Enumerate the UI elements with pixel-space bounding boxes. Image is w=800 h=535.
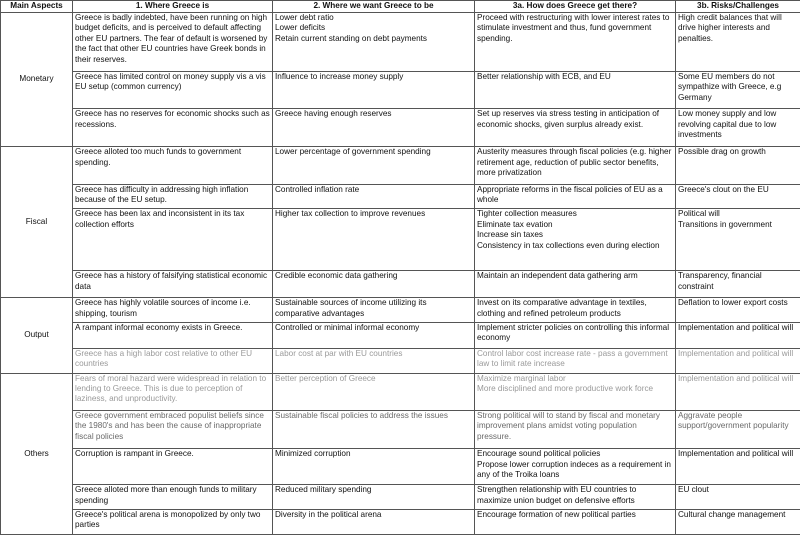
- table-cell: Low money supply and low revolving capital due to low investments: [676, 109, 800, 147]
- table-cell: Minimized corruption: [273, 449, 475, 485]
- table-row: [1, 323, 800, 349]
- table-row: [1, 109, 800, 147]
- table-cell: Implementation and political will: [676, 348, 800, 373]
- table-cell: Controlled inflation rate: [273, 184, 475, 209]
- table-cell: Austerity measures through fiscal policies (e.g. higher retirement age, reduction of public sector benefits, more privatization: [475, 147, 676, 184]
- table-row: [1, 271, 800, 298]
- table-cell: Set up reserves via stress testing in anticipation of economic shocks, given surplus already exist.: [475, 109, 676, 147]
- table-cell: High credit balances that will drive higher interests and penalties.: [676, 13, 800, 72]
- header-where-we-want-greece: 2. Where we want Greece to be: [273, 1, 475, 13]
- table-cell: Maintain an independent data gathering arm: [475, 271, 676, 298]
- aspect-fiscal: Fiscal: [1, 147, 73, 298]
- table-row: [1, 373, 800, 410]
- header-how-get-there: 3a. How does Greece get there?: [475, 1, 676, 13]
- table-cell: Maximize marginal labor More disciplined and more productive work force: [475, 373, 676, 410]
- table-row: [1, 410, 800, 448]
- table-cell: Greece government embraced populist beliefs since the 1980's and has been the cause of inappropriate fiscal policies: [73, 410, 273, 448]
- table-row: [1, 348, 800, 373]
- table-cell: Cultural change management: [676, 510, 800, 535]
- table-cell: Better relationship with ECB, and EU: [475, 71, 676, 108]
- table-cell: Diversity in the political arena: [273, 510, 475, 535]
- table-cell: Strengthen relationship with EU countries to maximize union budget on defensive efforts: [475, 485, 676, 510]
- table-cell: Lower percentage of government spending: [273, 147, 475, 184]
- aspect-output: Output: [1, 298, 73, 373]
- table-cell: Tighter collection measures Eliminate tax evation Increase sin taxes Consistency in tax collections even during election: [475, 209, 676, 271]
- table-cell: A rampant informal economy exists in Greece.: [73, 323, 273, 349]
- table-cell: Sustainable fiscal policies to address the issues: [273, 410, 475, 448]
- table-cell: Transparency, financial constraint: [676, 271, 800, 298]
- table-cell: Greece alloted more than enough funds to military spending: [73, 485, 273, 510]
- table-cell: Fears of moral hazard were widespread in relation to lending to Greece. This is due to perception of laziness, and unproductivity.: [73, 373, 273, 410]
- table-row: [1, 449, 800, 485]
- table-cell: Implement stricter policies on controlling this informal economy: [475, 323, 676, 349]
- table-cell: Greece's clout on the EU: [676, 184, 800, 209]
- table-cell: Greece has difficulty in addressing high inflation because of the EU setup.: [73, 184, 273, 209]
- table-cell: Sustainable sources of income utilizing its comparative advantages: [273, 298, 475, 323]
- table-cell: Greece is badly indebted, have been running on high budget deficits, and is perceived to default affecting other EU partners. The fear of default is worsened by the fact that other EU countries have Greek bonds in their reserves.: [73, 13, 273, 72]
- table-row: [1, 13, 800, 72]
- table-cell: Implementation and political will: [676, 449, 800, 485]
- table-row: [1, 71, 800, 108]
- table-cell: Proceed with restructuring with lower interest rates to stimulate investment and thus, fund government spending.: [475, 13, 676, 72]
- table-cell: Greece has limited control on money supply vis a vis EU setup (common currency): [73, 71, 273, 108]
- table-cell: Strong political will to stand by fiscal and monetary improvement plans amidst voting population pressure.: [475, 410, 676, 448]
- table-cell: Deflation to lower export costs: [676, 298, 800, 323]
- table-cell: Influence to increase money supply: [273, 71, 475, 108]
- table-cell: Reduced military spending: [273, 485, 475, 510]
- table-cell: Greece having enough reserves: [273, 109, 475, 147]
- table-cell: Implementation and political will: [676, 323, 800, 349]
- aspect-monetary: Monetary: [1, 13, 73, 147]
- table-cell: Aggravate people support/government popularity: [676, 410, 800, 448]
- header-row: [1, 1, 800, 13]
- header-main-aspects: Main Aspects: [1, 1, 73, 13]
- table-row: [1, 184, 800, 209]
- table-cell: Controlled or minimal informal economy: [273, 323, 475, 349]
- table-cell: Control labor cost increase rate - pass a government law to limit rate increase: [475, 348, 676, 373]
- table-cell: Greece has a history of falsifying statistical economic data: [73, 271, 273, 298]
- table-cell: Labor cost at par with EU countries: [273, 348, 475, 373]
- table-cell: Encourage formation of new political parties: [475, 510, 676, 535]
- table-cell: EU clout: [676, 485, 800, 510]
- table-cell: Corruption is rampant in Greece.: [73, 449, 273, 485]
- table-cell: Lower debt ratio Lower deficits Retain current standing on debt payments: [273, 13, 475, 72]
- table-cell: Greece has highly volatile sources of income i.e. shipping, tourism: [73, 298, 273, 323]
- table-cell: Credible economic data gathering: [273, 271, 475, 298]
- table-cell: Invest on its comparative advantage in textiles, clothing and refined petroleum products: [475, 298, 676, 323]
- table-cell: Implementation and political will: [676, 373, 800, 410]
- table-cell: Greece alloted too much funds to government spending.: [73, 147, 273, 184]
- table-cell: Greece has no reserves for economic shocks such as recessions.: [73, 109, 273, 147]
- table-cell: Encourage sound political policies Propose lower corruption indeces as a requirement in any of the Troika loans: [475, 449, 676, 485]
- table-cell: Higher tax collection to improve revenues: [273, 209, 475, 271]
- table-row: [1, 298, 800, 323]
- table-row: [1, 147, 800, 184]
- table-cell: Greece has been lax and inconsistent in its tax collection efforts: [73, 209, 273, 271]
- table-cell: Some EU members do not sympathize with Greece, e.g Germany: [676, 71, 800, 108]
- aspect-others: Others: [1, 373, 73, 534]
- table-cell: Greece's political arena is monopolized by only two parties: [73, 510, 273, 535]
- header-risks-challenges: 3b. Risks/Challenges: [676, 1, 800, 13]
- table-row: [1, 209, 800, 271]
- table-cell: Greece has a high labor cost relative to other EU countries: [73, 348, 273, 373]
- table-cell: Political will Transitions in government: [676, 209, 800, 271]
- table-cell: Possible drag on growth: [676, 147, 800, 184]
- table-row: [1, 485, 800, 510]
- header-where-greece-is: 1. Where Greece is: [73, 1, 273, 13]
- table-row: [1, 510, 800, 535]
- table-cell: Better perception of Greece: [273, 373, 475, 410]
- table-cell: Appropriate reforms in the fiscal policies of EU as a whole: [475, 184, 676, 209]
